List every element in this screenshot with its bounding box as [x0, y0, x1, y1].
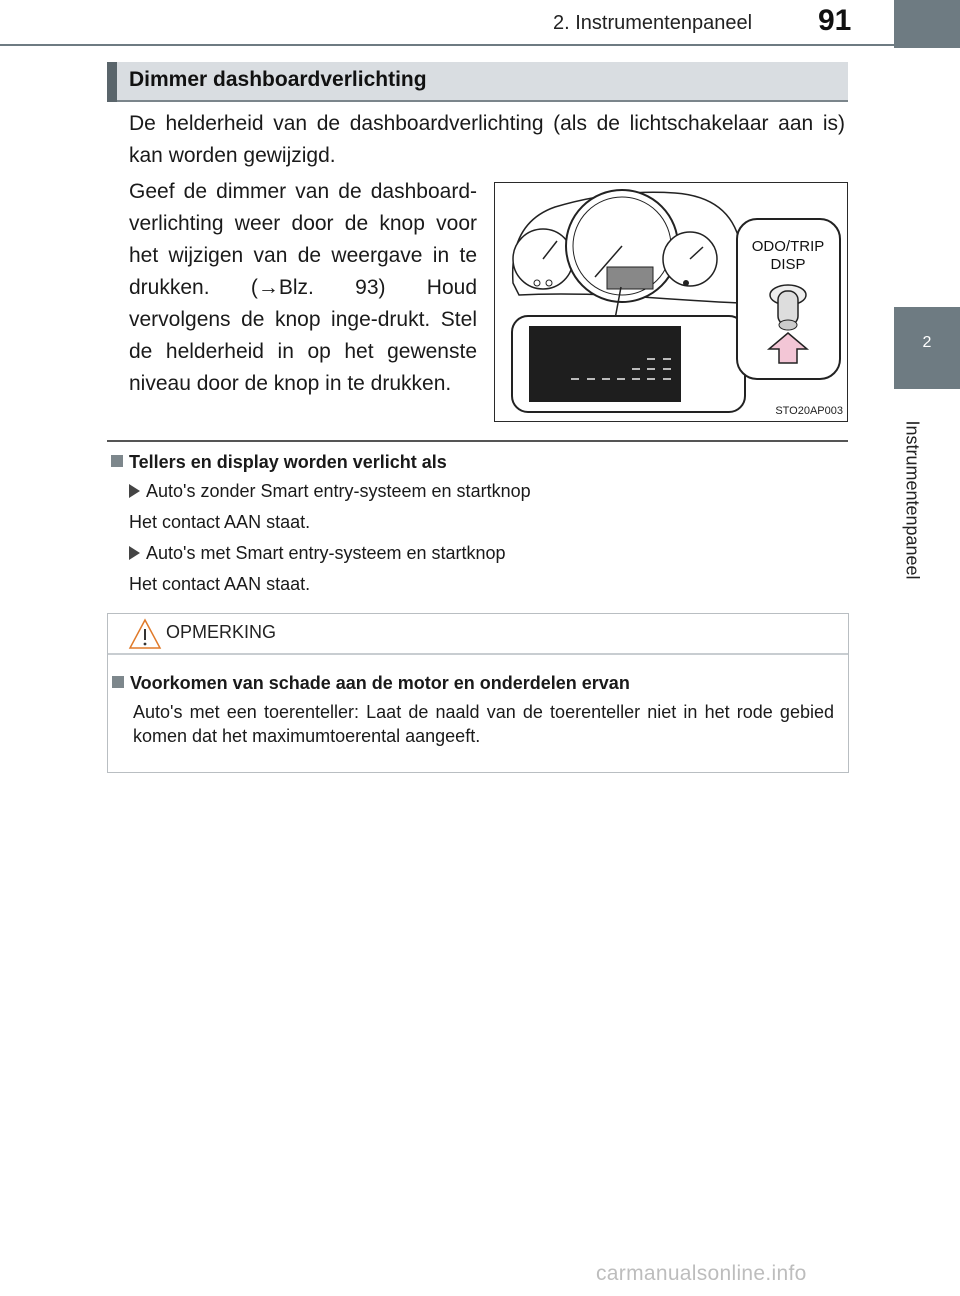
list-item [129, 543, 506, 564]
list-item-label: Auto's zonder Smart entry-systeem en startknop [146, 481, 531, 501]
header-section-title: 2. Instrumentenpaneel [553, 12, 753, 34]
header-rule [0, 44, 894, 46]
instrument-figure [494, 182, 848, 422]
chapter-label-wrap [892, 400, 932, 600]
notice-text: Auto's met een toerenteller: Laat de naald van de toerenteller niet in het rode gebied komen dat het maximumtoerental aangeeft. [133, 702, 834, 746]
square-bullet-icon [111, 455, 123, 467]
notice-subheading-text: Voorkomen van schade aan de motor en onderdelen ervan [130, 673, 630, 693]
figure-code: STO20AP003 [775, 405, 843, 417]
notice-subheading [112, 673, 630, 694]
square-bullet-icon [112, 676, 124, 688]
list-item-text: Het contact AAN staat. [129, 512, 311, 532]
list-item [129, 481, 531, 502]
warning-triangle-icon [128, 618, 162, 650]
section-heading: Dimmer dashboardverlichting [129, 68, 427, 91]
side-tab-top [894, 0, 960, 48]
triangle-bullet-icon [129, 484, 140, 498]
watermark: carmanualsonline.info [596, 1262, 807, 1285]
chapter-label: Instrumentenpaneel [902, 420, 923, 580]
page-number: 91 [818, 4, 852, 37]
section-heading-accent [107, 62, 117, 102]
section-divider [107, 440, 848, 442]
button-label-line2: DISP [770, 256, 806, 273]
button-label-line1: ODO/TRIP [751, 238, 825, 255]
notice-title: OPMERKING [166, 622, 277, 642]
side-tab [894, 0, 960, 1296]
instrument-cluster-illustration [495, 183, 846, 420]
list-item-label: Auto's met Smart entry-systeem en startknop [146, 543, 506, 563]
subsection-heading-text: Tellers en display worden verlicht als [129, 452, 447, 472]
intro-paragraph: De helderheid van de dashboardverlichting (als de lichtschakelaar aan is) kan worden gewijzigd. [129, 112, 845, 167]
notice-separator [108, 653, 848, 655]
triangle-bullet-icon [129, 546, 140, 560]
chapter-number-tab [894, 307, 960, 389]
subsection-heading [111, 452, 447, 473]
steps-paragraph: Geef de dimmer van de dashboard-verlichting weer door de knop voor het wijzigen van de weergave in te drukken. (→Blz. 93) Houd vervolgens de knop inge-drukt. Stel de helderheid in op het gewenste niveau door de knop in te drukken. [129, 180, 477, 395]
list-item-text: Het contact AAN staat. [129, 574, 311, 594]
chapter-number: 2 [922, 334, 932, 351]
